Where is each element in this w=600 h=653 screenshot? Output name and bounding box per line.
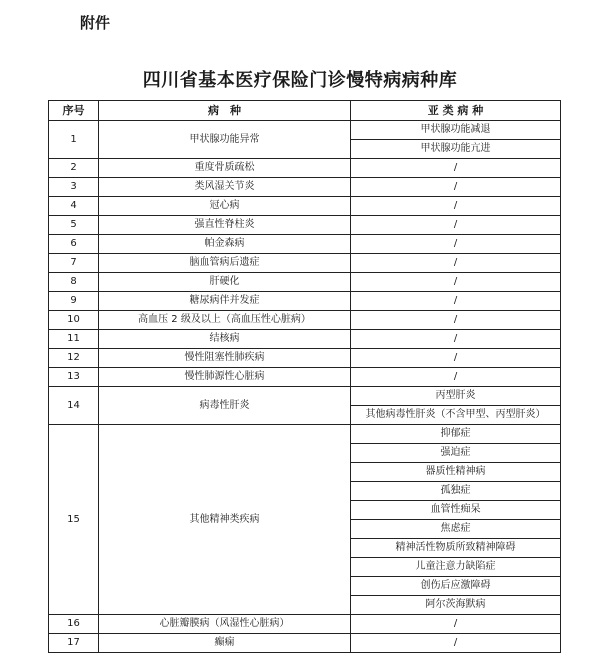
- row-number-cell: 15: [49, 425, 99, 615]
- subtype-cell: 器质性精神病: [351, 463, 561, 482]
- row-number-cell: 16: [49, 615, 99, 634]
- row-number-cell: 4: [49, 197, 99, 216]
- table-body: [49, 121, 561, 653]
- subtype-cell: /: [351, 178, 561, 197]
- subtype-cell: /: [351, 368, 561, 387]
- disease-name-cell: 高血压 2 级及以上（高血压性心脏病）: [99, 311, 351, 330]
- table-row: [49, 387, 561, 406]
- subtype-cell: 儿童注意力缺陷症: [351, 558, 561, 577]
- column-header-subtype: 亚 类 病 种: [351, 101, 561, 121]
- table-row: [49, 216, 561, 235]
- table-row: [49, 159, 561, 178]
- row-number-cell: 12: [49, 349, 99, 368]
- disease-name-cell: 结核病: [99, 330, 351, 349]
- disease-name-cell: 冠心病: [99, 197, 351, 216]
- subtype-cell: 抑郁症: [351, 425, 561, 444]
- subtype-cell: /: [351, 292, 561, 311]
- disease-table: [48, 100, 561, 653]
- disease-name-cell: 脑血管病后遗症: [99, 254, 351, 273]
- table-row: [49, 311, 561, 330]
- subtype-cell: 创伤后应激障碍: [351, 577, 561, 596]
- subtype-cell: 阿尔茨海默病: [351, 596, 561, 615]
- disease-name-cell: 糖尿病伴并发症: [99, 292, 351, 311]
- table-row: [49, 634, 561, 653]
- subtype-cell: 血管性痴呆: [351, 501, 561, 520]
- table-row: [49, 292, 561, 311]
- row-number-cell: 17: [49, 634, 99, 653]
- disease-name-cell: 慢性肺源性心脏病: [99, 368, 351, 387]
- subtype-cell: /: [351, 330, 561, 349]
- disease-name-cell: 癫痫: [99, 634, 351, 653]
- disease-name-cell: 重度骨质疏松: [99, 159, 351, 178]
- row-number-cell: 1: [49, 121, 99, 159]
- table-row: [49, 425, 561, 444]
- column-header-number: 序号: [49, 101, 99, 121]
- disease-name-cell: 肝硬化: [99, 273, 351, 292]
- row-number-cell: 13: [49, 368, 99, 387]
- subtype-cell: 甲状腺功能减退: [351, 121, 561, 140]
- table-row: [49, 349, 561, 368]
- row-number-cell: 10: [49, 311, 99, 330]
- row-number-cell: 11: [49, 330, 99, 349]
- table-row: [49, 615, 561, 634]
- subtype-cell: /: [351, 197, 561, 216]
- column-header-disease: 病 种: [99, 101, 351, 121]
- row-number-cell: 14: [49, 387, 99, 425]
- subtype-cell: 甲状腺功能亢进: [351, 140, 561, 159]
- subtype-cell: /: [351, 273, 561, 292]
- row-number-cell: 9: [49, 292, 99, 311]
- table-row: [49, 178, 561, 197]
- subtype-cell: /: [351, 235, 561, 254]
- disease-name-cell: 其他精神类疾病: [99, 425, 351, 615]
- disease-name-cell: 慢性阻塞性肺疾病: [99, 349, 351, 368]
- attachment-label: 附件: [80, 14, 111, 32]
- row-number-cell: 7: [49, 254, 99, 273]
- subtype-cell: /: [351, 254, 561, 273]
- table-header-row: [49, 101, 561, 121]
- subtype-cell: 精神活性物质所致精神障碍: [351, 539, 561, 558]
- subtype-cell: 孤独症: [351, 482, 561, 501]
- table-row: [49, 121, 561, 140]
- disease-name-cell: 强直性脊柱炎: [99, 216, 351, 235]
- row-number-cell: 2: [49, 159, 99, 178]
- subtype-cell: 丙型肝炎: [351, 387, 561, 406]
- disease-name-cell: 病毒性肝炎: [99, 387, 351, 425]
- table-row: [49, 368, 561, 387]
- row-number-cell: 8: [49, 273, 99, 292]
- row-number-cell: 3: [49, 178, 99, 197]
- subtype-cell: /: [351, 159, 561, 178]
- subtype-cell: 强迫症: [351, 444, 561, 463]
- subtype-cell: /: [351, 216, 561, 235]
- table-row: [49, 254, 561, 273]
- subtype-cell: 其他病毒性肝炎（不含甲型、丙型肝炎）: [351, 406, 561, 425]
- document-title: 四川省基本医疗保险门诊慢特病病种库: [142, 70, 458, 91]
- subtype-cell: 焦虑症: [351, 520, 561, 539]
- table-row: [49, 273, 561, 292]
- disease-name-cell: 心脏瓣膜病（风湿性心脏病）: [99, 615, 351, 634]
- row-number-cell: 6: [49, 235, 99, 254]
- disease-name-cell: 甲状腺功能异常: [99, 121, 351, 159]
- subtype-cell: /: [351, 634, 561, 653]
- subtype-cell: /: [351, 311, 561, 330]
- row-number-cell: 5: [49, 216, 99, 235]
- table-row: [49, 235, 561, 254]
- table-row: [49, 330, 561, 349]
- disease-name-cell: 类风湿关节炎: [99, 178, 351, 197]
- subtype-cell: /: [351, 349, 561, 368]
- subtype-cell: /: [351, 615, 561, 634]
- table-row: [49, 197, 561, 216]
- disease-name-cell: 帕金森病: [99, 235, 351, 254]
